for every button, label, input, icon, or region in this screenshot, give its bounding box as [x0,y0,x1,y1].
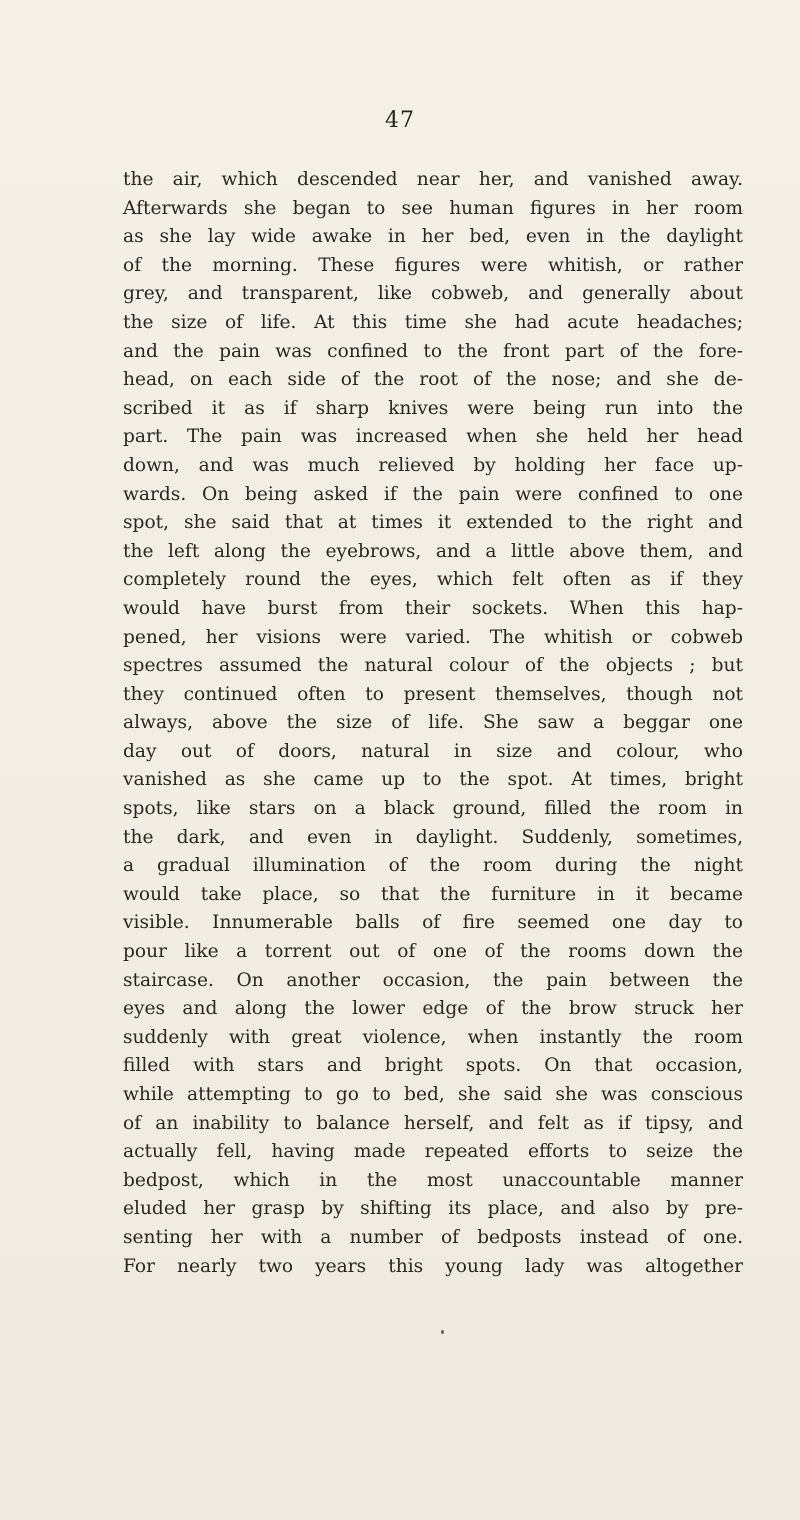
text-line: completely round the eyes, which felt often as if they [123,569,743,591]
text-line: actually fell, having made repeated efforts to seize the [123,1141,743,1163]
text-line: of the morning. These figures were whitish, or rather [123,254,743,276]
text-line: For nearly two years this young lady was altogether [123,1255,743,1277]
text-line: the size of life. At this time she had acute headaches; [123,311,743,333]
text-line: spectres assumed the natural colour of the objects ; but [123,655,743,677]
text-line: Afterwards she began to see human figures in her room [123,197,743,219]
text-line: the left along the eyebrows, and a little above them, and [123,540,743,562]
text-line: eluded her grasp by shifting its place, and also by pre- [123,1198,743,1220]
text-line: visible. Innumerable balls of fire seemed one day to [123,912,743,934]
text-line: day out of doors, natural in size and colour, who [123,740,743,762]
text-line: the dark, and even in daylight. Suddenly, sometimes, [123,826,743,848]
page-number: 47 [385,108,415,133]
text-line: and the pain was confined to the front part of the fore- [123,340,743,362]
text-line: of an inability to balance herself, and felt as if tipsy, and [123,1112,743,1134]
text-line: a gradual illumination of the room during the night [123,855,743,877]
text-line: vanished as she came up to the spot. At times, bright [123,769,743,791]
text-line: spots, like stars on a black ground, filled the room in [123,798,743,820]
text-line: as she lay wide awake in her bed, even in the daylight [123,226,743,248]
text-line: bedpost, which in the most unaccountable manner [123,1169,743,1191]
text-line: the air, which descended near her, and vanished away. [123,169,743,190]
text-line: pened, her visions were varied. The whitish or cobweb [123,626,743,648]
text-line: suddenly with great violence, when instantly the room [123,1026,743,1048]
text-line: head, on each side of the root of the nose; and she de- [123,369,743,391]
text-line: part. The pain was increased when she held her head [123,426,743,448]
text-line: would have burst from their sockets. When this hap- [123,597,743,619]
text-line: they continued often to present themselves, though not [123,683,743,705]
text-line: would take place, so that the furniture in it became [123,883,743,905]
text-line: filled with stars and bright spots. On that occasion, [123,1055,743,1077]
text-line: down, and was much relieved by holding her face up- [123,454,743,476]
text-line: spot, she said that at times it extended to the right and [123,512,743,534]
text-line: senting her with a number of bedposts instead of one. [123,1226,743,1248]
text-line: pour like a torrent out of one of the rooms down the [123,941,743,963]
body-text [123,166,743,1281]
text-line: grey, and transparent, like cobweb, and generally about [123,283,743,305]
text-line: while attempting to go to bed, she said she was conscious [123,1084,743,1105]
text-line: scribed it as if sharp knives were being run into the [123,397,743,419]
text-line: eyes and along the lower edge of the brow struck her [123,998,743,1020]
text-line: staircase. On another occasion, the pain between the [123,969,743,991]
text-line: wards. On being asked if the pain were confined to one [123,483,743,505]
ink-speck [441,1330,444,1334]
text-line: always, above the size of life. She saw a beggar one [123,712,743,734]
